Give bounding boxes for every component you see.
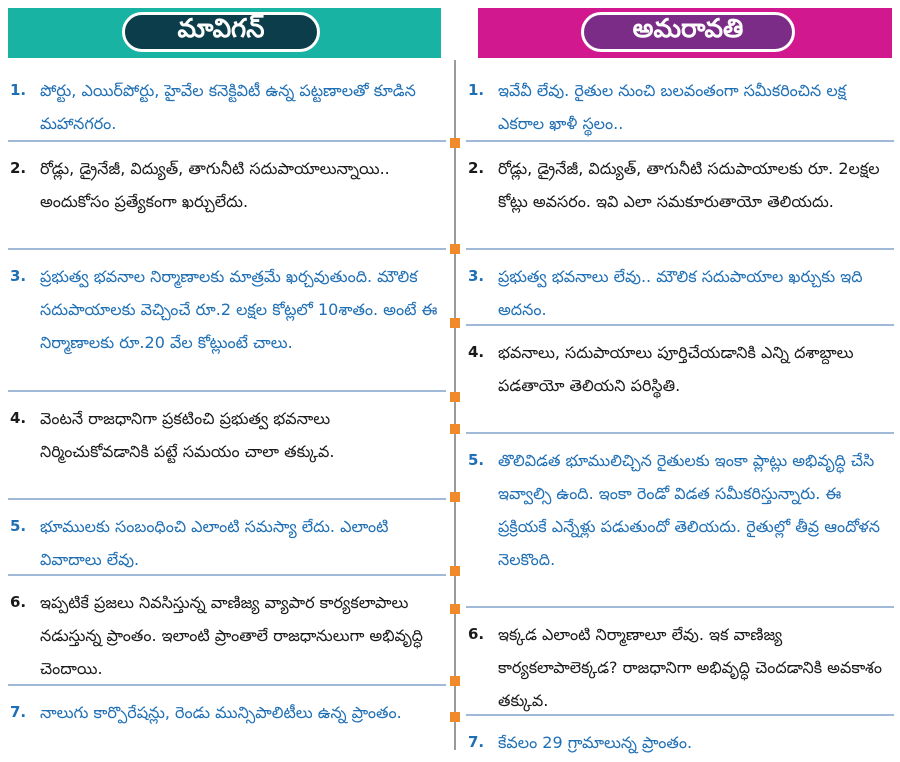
item-text: ఇక్కడ ఎలాంటి నిర్మాణాలూ లేవు. ఇక వాణిజ్య కార్యకలాపాలెక్కడ? రాజధానిగా అభివృద్ధి చెందడానికి అవకాశం తక్కువ. xyxy=(498,625,882,710)
divider-marker xyxy=(450,244,460,254)
list-item xyxy=(466,434,894,608)
item-text: భవనాలు, సదుపాయాలు పూర్తిచేయడానికి ఎన్ని దశాబ్దాలు పడతాయో తెలియని పరిస్థితి. xyxy=(498,343,854,395)
divider-marker xyxy=(450,138,460,148)
item-number: 3. xyxy=(10,267,27,285)
item-number: 3. xyxy=(468,267,485,285)
item-number: 1. xyxy=(468,81,485,99)
item-text: తొలివిడత భూములిచ్చిన రైతులకు ఇంకా ప్లాట్లు అభివృద్ధి చేసి ఇవ్వాల్సి ఉంది. ఇంకా రెండో విడత సమీకరిస్తున్నారు. ఈ ప్రక్రియకే ఎన్నేళ్లు పడుతుందో తెలియదు. రైతుల్లో తీవ్ర ఆందోళన నెలకొంది. xyxy=(498,451,880,569)
divider-marker xyxy=(450,318,460,328)
list-item xyxy=(466,250,894,326)
list-item xyxy=(8,500,446,576)
list-item xyxy=(8,392,446,500)
item-text: ప్రభుత్వ భవనాలు లేవు.. మౌలిక సదుపాయాల ఖర్చుకు ఇది అదనం. xyxy=(498,267,863,319)
item-number: 4. xyxy=(468,343,485,361)
left-header-band xyxy=(8,8,441,58)
list-item xyxy=(8,64,446,142)
item-number: 4. xyxy=(10,409,27,427)
right-column xyxy=(466,64,894,760)
left-header-title: మావిగన్ xyxy=(122,12,320,52)
divider-marker xyxy=(450,566,460,576)
item-text: ప్రభుత్వ భవనాల నిర్మాణాలకు మాత్రమే ఖర్చవుతుంది. మౌలిక సదుపాయాలకు వెచ్చించే రూ.2 లక్షల కోట్లలో 10శాతం. అంటే ఈ నిర్మాణాలకు రూ.20 వేల కోట్లుంటే చాలు. xyxy=(40,267,438,352)
right-header-title: అమరావతి xyxy=(581,12,795,52)
divider-marker xyxy=(450,492,460,502)
item-text: రోడ్లు, డ్రైనేజీ, విద్యుత్, తాగునీటి సదుపాయాలున్నాయి.. అందుకోసం ప్రత్యేకంగా ఖర్చులేదు. xyxy=(40,159,390,211)
item-number: 6. xyxy=(10,593,27,611)
item-number: 5. xyxy=(10,517,27,535)
item-text: ఇప్పటికే ప్రజలు నివసిస్తున్న వాణిజ్య వ్యాపార కార్యకలాపాలు నడుస్తున్న ప్రాంతం. ఇలాంటి ప్రాంతాలే రాజధానులుగా అభివృద్ధి చెందాయి. xyxy=(40,593,423,678)
center-divider xyxy=(454,60,456,750)
item-number: 1. xyxy=(10,81,27,99)
item-text: నాలుగు కార్పొరేషన్లు, రెండు మున్సిపాలిటీలు ఉన్న ప్రాంతం. xyxy=(40,703,402,722)
item-number: 7. xyxy=(10,703,27,721)
item-number: 7. xyxy=(468,733,485,751)
list-item xyxy=(466,64,894,142)
item-number: 5. xyxy=(468,451,485,469)
right-header-band xyxy=(478,8,892,58)
divider-marker xyxy=(450,676,460,686)
divider-marker xyxy=(450,392,460,402)
divider-marker xyxy=(450,604,460,614)
item-text: వెంటనే రాజధానిగా ప్రకటించి ప్రభుత్వ భవనాలు నిర్మించుకోవడానికి పట్టే సమయం చాలా తక్కువ. xyxy=(40,409,335,461)
list-item xyxy=(466,716,894,760)
item-text: రోడ్లు, డ్రైనేజీ, విద్యుత్, తాగునీటి సదుపాయాలకు రూ. 2లక్షల కోట్లు అవసరం. ఇవి ఎలా సమకూరుతాయో తెలియదు. xyxy=(498,159,880,211)
left-column xyxy=(8,64,446,762)
list-item xyxy=(8,576,446,686)
item-text: ఇవేవీ లేవు. రైతుల నుంచి బలవంతంగా సమీకరించిన లక్ష ఎకరాల ఖాళీ స్థలం.. xyxy=(498,81,847,133)
item-number: 2. xyxy=(468,159,485,177)
list-item xyxy=(8,142,446,250)
item-text: భూములకు సంబంధించి ఎలాంటి సమస్యా లేదు. ఎలాంటి వివాదాలు లేవు. xyxy=(40,517,389,569)
divider-marker xyxy=(450,424,460,434)
list-item xyxy=(8,250,446,392)
item-number: 2. xyxy=(10,159,27,177)
item-number: 6. xyxy=(468,625,485,643)
list-item xyxy=(8,686,446,762)
list-item xyxy=(466,608,894,716)
item-text: పోర్టు, ఎయిర్‌పోర్టు, హైవేల కనెక్టివిటీ ఉన్న పట్టణాలతో కూడిన మహానగరం. xyxy=(40,81,416,133)
list-item xyxy=(466,142,894,250)
divider-marker xyxy=(450,712,460,722)
item-text: కేవలం 29 గ్రామాలున్న ప్రాంతం. xyxy=(498,733,693,752)
list-item xyxy=(466,326,894,434)
